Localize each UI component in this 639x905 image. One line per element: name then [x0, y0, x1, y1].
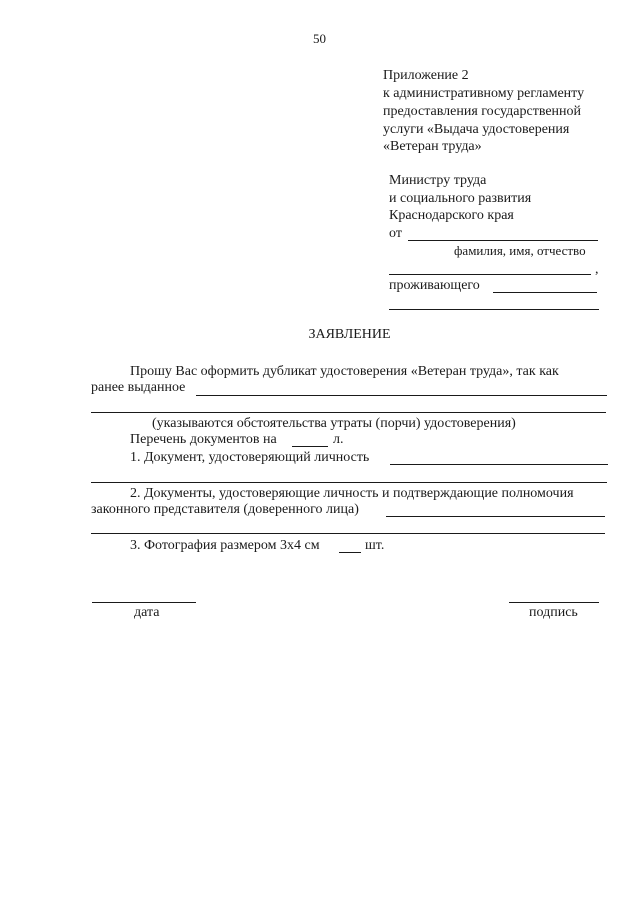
appendix-line-4: услуги «Выдача удостоверения — [383, 122, 570, 137]
docs-list-suffix: л. — [333, 432, 344, 447]
addressee-line-2: и социального развития — [389, 191, 532, 206]
residing-label: проживающего — [389, 278, 480, 293]
item-1-extra-field-line — [91, 482, 607, 483]
item-2-field-line — [386, 516, 605, 517]
date-field-line — [92, 602, 196, 603]
signature-label: подпись — [529, 605, 578, 620]
appendix-line-1: Приложение 2 — [383, 68, 469, 83]
item-2-line-2: законного представителя (доверенного лица) — [91, 502, 359, 517]
item-3-suffix: шт. — [365, 538, 385, 553]
page-number: 50 — [313, 31, 326, 46]
item-3-prefix: 3. Фотография размером 3х4 см — [130, 538, 320, 553]
appendix-line-5: «Ветеран труда» — [383, 139, 482, 154]
appendix-line-3: предоставления государственной — [383, 104, 582, 119]
addressee-line-3: Краснодарского края — [389, 208, 514, 223]
name-continuation-field-line — [389, 274, 591, 275]
sheets-count-field-line — [292, 446, 328, 447]
item-1: 1. Документ, удостоверяющий личность — [130, 450, 370, 465]
from-name-field-line — [408, 240, 598, 241]
comma-mark: , — [595, 262, 599, 277]
signature-field-line — [509, 602, 599, 603]
request-line-2: ранее выданное — [91, 380, 186, 395]
from-label: от — [389, 226, 402, 241]
fio-caption: фамилия, имя, отчество — [454, 243, 586, 258]
addressee-line-1: Министру труда — [389, 173, 487, 188]
appendix-line-2: к административному регламенту — [383, 86, 585, 101]
circumstances-caption: (указываются обстоятельства утраты (порчи) удостоверения) — [152, 416, 516, 431]
item-2-extra-field-line — [91, 533, 605, 534]
item-2-line-1: 2. Документы, удостоверяющие личность и подтверждающие полномочия — [130, 486, 574, 501]
residing-field-line — [493, 292, 597, 293]
document-title: ЗАЯВЛЕНИЕ — [308, 327, 391, 342]
docs-list-prefix: Перечень документов на — [130, 432, 277, 447]
date-label: дата — [134, 605, 160, 620]
request-line-1: Прошу Вас оформить дубликат удостоверения «Ветеран труда», так как — [130, 364, 559, 379]
circumstances-field-line — [91, 412, 606, 413]
address-field-line — [389, 309, 599, 310]
photo-count-field-line — [339, 552, 361, 553]
item-1-field-line — [390, 464, 608, 465]
previously-issued-field-line — [196, 395, 607, 396]
